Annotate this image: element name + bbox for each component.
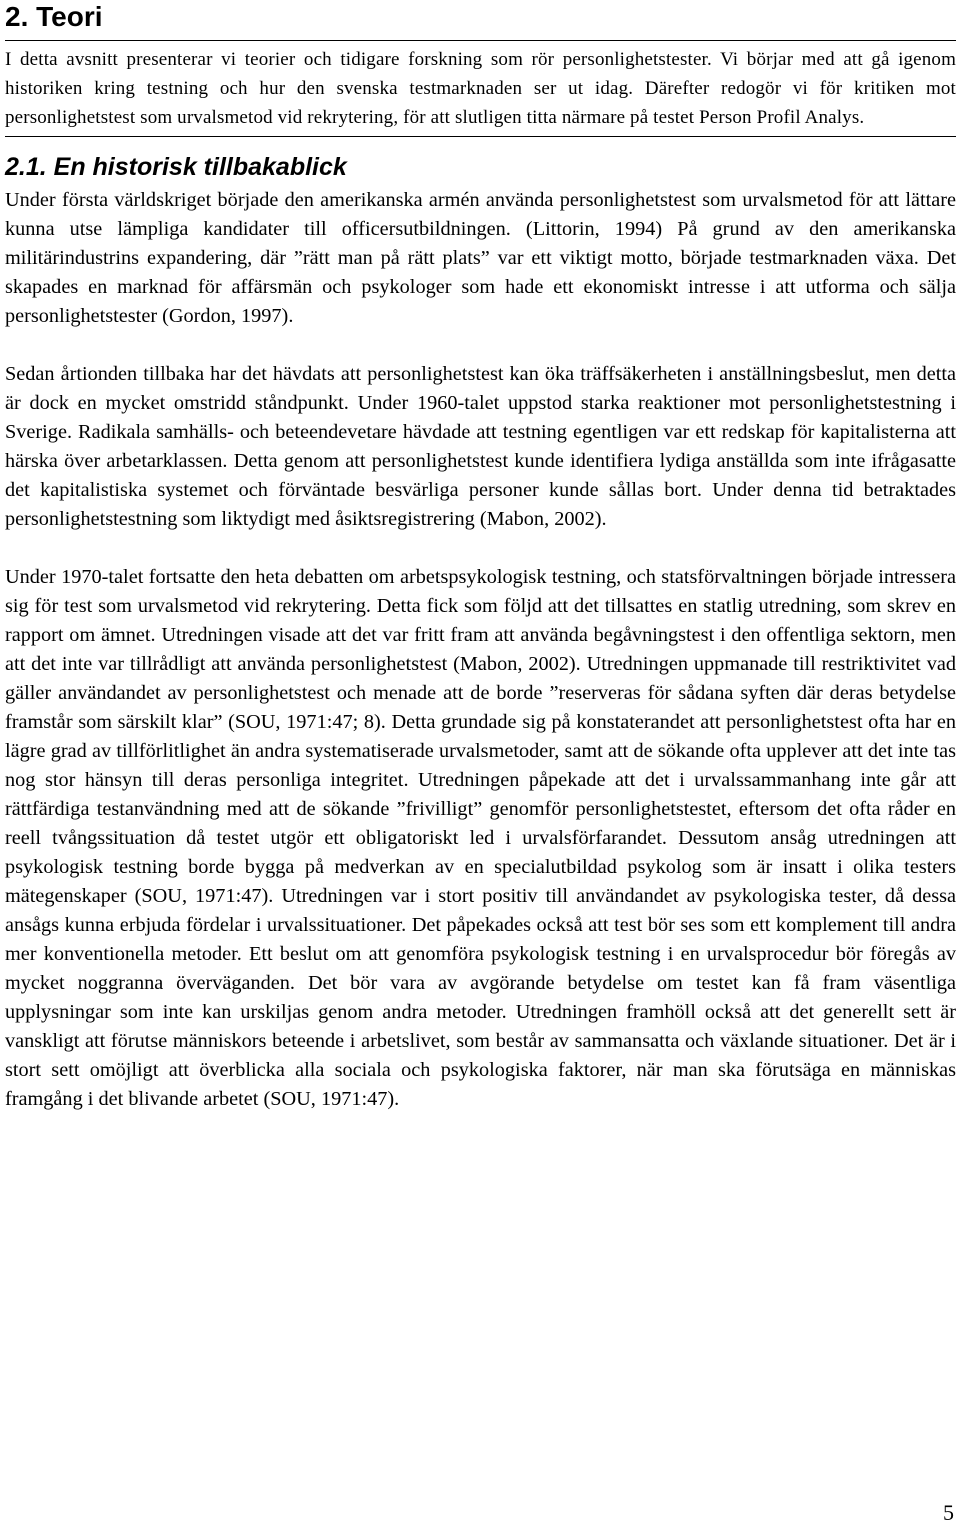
chapter-intro: I detta avsnitt presenterar vi teorier och tidigare forskning som rör personlighetstester. Vi börjar med att gå igenom historiken kring testning och hur den svenska testmarknaden ser ut idag. Därefter redogör vi för kritiken mot personlighetstest som urvalsmetod vid rekrytering, för att slutligen titta närmare på testet Person Profil Analys.	[5, 49, 956, 128]
body-paragraph-1: Under första världskriget började den amerikanska armén använda personlighetstest som urvalsmetod för att lättare kunna utse lämpliga kandidater till officersutbildningen. (Littorin, 1994) På grund av den amerikanska militärindustrins expandering, där ”rätt man på rätt plats” var ett viktigt motto, började testmarknaden växa. Det skapades en marknad för affärsmän och psykologer som hade ett ekonomiskt intresse i att utforma och sälja personlighetstester (Gordon, 1997).	[5, 189, 956, 327]
body-paragraph-2: Sedan årtionden tillbaka har det hävdats att personlighetstest kan öka träffsäkerheten i anställningsbeslut, men detta är dock en mycket omstridd ståndpunkt. Under 1960-talet uppstod starka reaktioner mot personlighetstestning i Sverige. Radikala samhälls- och beteendevetare hävdade att testning egentligen var ett redskap för kapitalisterna att härska över arbetarklassen. Detta genom att personlighetstest kunde identifiera lydiga anställda som inte ifrågasatte det kapitalistiska systemet och förväntade besvärliga personer kunde sållas bort. Under denna tid betraktades personlighetstestning som liktydigt med åsiktsregistrering (Mabon, 2002).	[5, 363, 956, 530]
document-page	[5, 0, 956, 1114]
page-number: 5	[943, 1500, 954, 1525]
body-paragraph-3: Under 1970-talet fortsatte den heta debatten om arbetspsykologisk testning, och statsförvaltningen började intressera sig för test som urvalsmetod vid rekrytering. Detta fick som följd att det tillsattes en statlig utredning, som skrev en rapport om ämnet. Utredningen visade att det var fritt fram att använda begåvningstest i den offentliga sektorn, men att det inte var tillrådligt att använda personlighetstest (Mabon, 2002). Utredningen uppmanade till restriktivitet vad gäller användandet av personlighetstest och menade att de borde ”reserveras för sådana syften där deras betydelse framstår som särskilt klar” (SOU, 1971:47; 8). Detta grundade sig på konstaterandet att personlighetstest ofta har en lägre grad av tillförlitlighet än andra systematiserade urvalsmetoder, samt att de sökande ofta upplever att det inte tas nog stor hänsyn till deras personliga integritet. Utredningen påpekade att det i urvalssammanhang inte går att rättfärdiga testanvändning med att de sökande ”frivilligt” genomför personlighetstestet, eftersom det ofta råder en reell tvångssituation då testet utgör ett obligatoriskt led i urvalsförfarandet. Dessutom ansåg utredningen att psykologisk testning borde bygga på medverkan av en specialutbildad psykolog som är insatt i olika testers mätegenskaper (SOU, 1971:47). Utredningen var i stort positiv till användandet av psykologiska tester, då dessa ansågs kunna erbjuda fördelar i urvalssituationer. Det påpekades också att test bör ses som ett komplement till andra mer konventionella metoder. Ett beslut om att genomföra psykologisk testning i en urvalsprocedur bör föregås av mycket noggranna överväganden. Det bör vara av avgörande betydelse om testet kan få fram väsentliga upplysningar som inte kan urskiljas genom andra metoder. Utredningen framhöll också att det generellt sett är vanskligt att förutse människors beteende i arbetslivet, som består av sammansatta och växlande situationer. Det är i stort sett omöjligt att överblicka alla sociala och psykologiska faktorer, när man ska förutsäga en människas framgång i det blivande arbetet (SOU, 1971:47).	[5, 566, 956, 1110]
chapter-title: 2. Teori	[5, 1, 103, 32]
section-title: 2.1. En historisk tillbakablick	[5, 153, 347, 181]
chapter-rule-top	[5, 40, 956, 41]
chapter-rule-bottom	[5, 136, 956, 137]
